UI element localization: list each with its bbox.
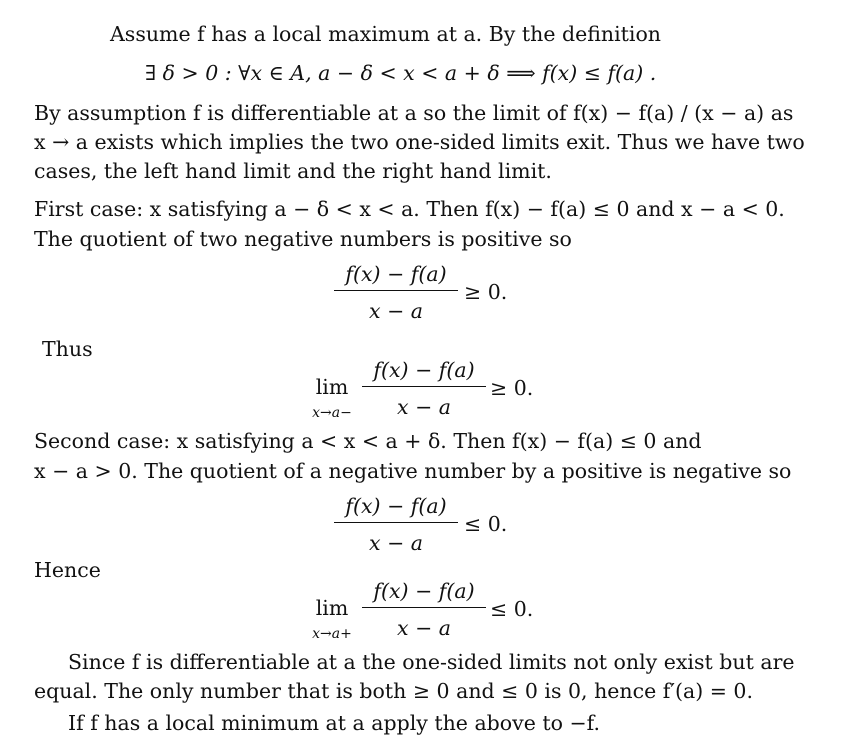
fraction-bar [362,386,486,387]
lim-subscript-right: x→a+ [312,626,352,642]
thus-label: Thus [42,337,93,361]
fraction-bar [362,607,486,608]
first-case-line-2: The quotient of two negative numbers is positive so [34,227,572,251]
fraction-denominator: x − a [397,616,451,640]
lim-word: lim [315,596,349,620]
ge-zero-2: ≥ 0. [490,376,534,400]
fraction-denominator: x − a [397,395,451,419]
conclusion-line-3: If f has a local minimum at a apply the above to −f. [68,711,601,735]
fraction-numerator: f(x) − f(a) [345,494,447,518]
fraction-bar [334,522,458,523]
right-limit-operator [306,596,358,642]
quotient-fraction-4 [362,579,486,640]
intro-line: Assume f has a local maximum at a. By the definition [110,22,661,46]
quotient-fraction-1 [334,262,458,323]
ge-zero-1: ≥ 0. [464,280,508,304]
left-limit-operator [306,375,358,421]
assumption-line-1: By assumption f is differentiable at a so the limit of f(x) − f(a) / (x − a) as [34,101,794,125]
fraction-denominator: x − a [369,531,423,555]
assumption-line-3: cases, the left hand limit and the right hand limit. [34,159,552,183]
fraction-numerator: f(x) − f(a) [345,262,447,286]
fraction-numerator: f(x) − f(a) [373,579,475,603]
le-zero-1: ≤ 0. [464,512,508,536]
conclusion-line-1: Since f is differentiable at a the one-sided limits not only exist but are [68,650,795,674]
fraction-denominator: x − a [369,299,423,323]
quotient-fraction-2 [362,358,486,419]
fraction-numerator: f(x) − f(a) [373,358,475,382]
quotient-fraction-3 [334,494,458,555]
lim-subscript-left: x→a− [312,405,352,421]
le-zero-2: ≤ 0. [490,597,534,621]
fraction-bar [334,290,458,291]
assumption-line-2: x → a exists which implies the two one-sided limits exit. Thus we have two [34,130,805,154]
definition-formula: ∃ δ > 0 : ∀x ∈ A, a − δ < x < a + δ ⟹ f(x) ≤ f(a) . [145,61,657,85]
second-case-line-1: Second case: x satisfying a < x < a + δ. Then f(x) − f(a) ≤ 0 and [34,429,702,453]
lim-word: lim [315,375,349,399]
hence-label: Hence [34,558,101,582]
second-case-line-2: x − a > 0. The quotient of a negative number by a positive is negative so [34,459,792,483]
conclusion-line-2: equal. The only number that is both ≥ 0 and ≤ 0 is 0, hence f′(a) = 0. [34,679,753,703]
first-case-line-1: First case: x satisfying a − δ < x < a. Then f(x) − f(a) ≤ 0 and x − a < 0. [34,197,785,221]
